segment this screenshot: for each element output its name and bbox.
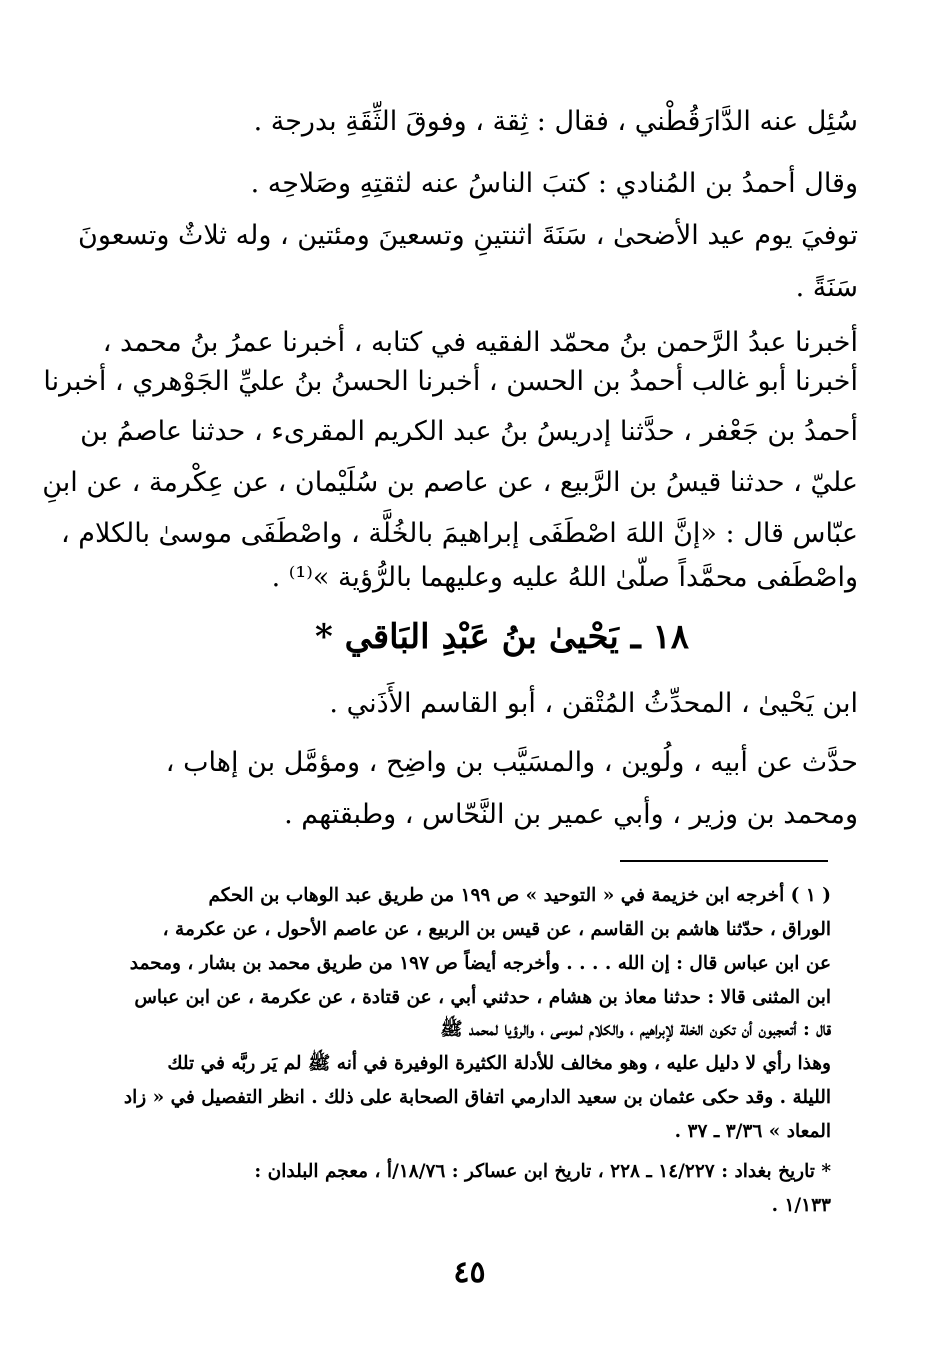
footnote-line: ابن المثنى قالا : حدثنا معاذ بن هشام ، حدثني أبي ، عن قتادة ، عن عكرمة ، عن ابن عباس [134,987,831,1008]
footnote-line: ١/١٣٣ . [771,1195,831,1216]
text-line: أخبرنا عبدُ الرَّحمن بنُ محمّد الفقيه في كتابه ، أخبرنا عمرُ بنُ محمد ، [102,327,858,358]
text-line: توفيَ يوم عيد الأضحىٰ ، سَنَةَ اثنتينِ وتسعينَ ومئتين ، وله ثلاثٌ وتسعونَ [77,220,858,251]
footnote-line: ( ١ ) أخرجه ابن خزيمة في « التوحيد » ص ١٩٩ من طريق عبد الوهاب بن الحكم [208,885,831,906]
text-line: عبّاس قال : «إنَّ اللهَ اصْطَفَى إبراهيمَ بالخُلَّة ، واصْطَفَى موسىٰ بالكلام ، [60,518,858,549]
entry-heading: ١٨ ـ يَحْيىٰ بنُ عَبْدِ البَاقي * [314,617,690,657]
footnote-separator [620,860,828,862]
footnote-line: الوراق ، حدّثنا هاشم بن القاسم ، عن قيس بن الربيع ، عن عاصم الأحول ، عن عكرمة ، [162,919,831,940]
text-line: واصْطَفى محمَّداً صلّىٰ اللهُ عليه وعليهما بالرُّؤية »⁽¹⁾ . [271,562,858,593]
text-line: وقال أحمدُ بن المُنادي : كتبَ الناسُ عنه لثقتِهِ وصَلاحِه . [250,168,858,199]
text-line: أحمدُ بن جَعْفر ، حدَّثنا إدريسُ بنُ عبد الكريم المقرىء ، حدثنا عاصمُ بن [80,416,858,447]
footnote-line: الليلة . وقد حكى عثمان بن سعيد الدارمي اتفاق الصحابة على ذلك . انظر التفصيل في « زاد [123,1087,831,1108]
text-line: عليّ ، حدثنا قيسُ بن الرَّبيع ، عن عاصم بن سُلَيْمان ، عن عِكْرمة ، عن ابنِ [42,467,858,498]
footnote-line: * تاريخ بغداد : ١٤/٢٢٧ ـ ٢٢٨ ، تاريخ ابن عساكر : ١٨/٧٦/أ ، معجم البلدان : [254,1161,831,1182]
text-line: حدَّث عن أبيه ، ولُوين ، والمسَيَّب بن واضِح ، ومؤمَّل بن إهاب ، [165,747,858,778]
page-number: ٤٥ [453,1255,486,1290]
text-line: ومحمد بن وزير ، وأبي عمير بن النَّحّاس ، وطبقتهم . [284,799,858,830]
footnote-line: وهذا رأي لا دليل عليه ، وهو مخالف للأدلة الكثيرة الوفيرة في أنه ﷺ لم يَر ربَّه في تلك [167,1053,831,1074]
text-line: سَنَةً . [795,272,858,303]
text-line: سُئِل عنه الدَّارَقُطْني ، فقال : ثِقة ، وفوقَ الثِّقَةِ بدرجة . [253,106,858,137]
footnote-line: قال : أتعجبون أن تكون الخلة لإبراهيم ، والكلام لموسى ، والرؤيا لمحمد ﷺ [440,1019,831,1040]
footnote-line: عن ابن عباس قال : إن الله . . . . وأخرجه أيضاً ص ١٩٧ من طريق محمد بن بشار ، ومحمد [129,953,831,974]
text-line: ابن يَحْيىٰ ، المحدِّثُ المُتْقن ، أبو القاسم الأَذَني . [329,688,858,719]
text-line: أخبرنا أبو غالب أحمدُ بن الحسن ، أخبرنا الحسنُ بنُ عليِّ الجَوْهري ، أخبرنا [43,366,858,397]
footnote-line: المعاد » ٣/٣٦ ـ ٣٧ . [674,1121,831,1142]
